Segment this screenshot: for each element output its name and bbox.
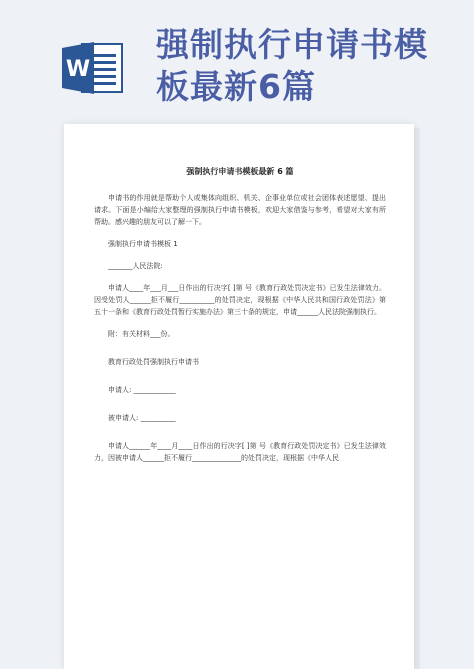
paragraph-application: 申请人____年___月___日作出的行决字[ ]第 号《教育行政处罚决定书》已发生法律效力。因受处罚人______拒不履行__________的处罚决定，现根据《中华人民共和国行政处罚法》第五十一条和《教育行政处罚暂行实施办法》第三十条的规定，申请______人民法院强制执行。: [94, 284, 386, 316]
word-icon-letter: W: [65, 57, 91, 82]
word-document-icon: [60, 40, 126, 96]
paragraph-attachment: 附：有关材料___份。: [108, 330, 175, 338]
banner-title: 强制执行申请书模板最新6篇: [156, 25, 428, 106]
document-title: 强制执行申请书模板最新 6 篇: [186, 167, 294, 176]
document-body: [94, 166, 386, 474]
banner: [0, 0, 474, 112]
paragraph-applicant: 申请人: ____________: [108, 386, 176, 394]
paragraph-application-2: 申请人______年____月____日作出的行决字[ ]第 号《教育行政处罚决定书》已发生法律效力，因被申请人______拒不履行______________的处罚决定，现根据《中华人民: [94, 442, 386, 462]
document-page: [64, 124, 414, 669]
paragraph-court: _______人民法院:: [108, 262, 163, 270]
paragraph-subtitle: 教育行政处罚强制执行申请书: [108, 358, 199, 366]
paragraph-intro: 申请书的作用就是帮助个人或集体向组织、机关、企事业单位或社会团体表述愿望、提出请求。下面是小编给大家整理的强制执行申请书模板，欢迎大家借鉴与参考，希望对大家有所帮助。感兴趣的朋友可以了解一下。: [94, 194, 386, 226]
paragraph-template-heading: 强制执行申请书模板 1: [108, 240, 178, 248]
paragraph-respondent: 被申请人: __________: [108, 414, 176, 422]
